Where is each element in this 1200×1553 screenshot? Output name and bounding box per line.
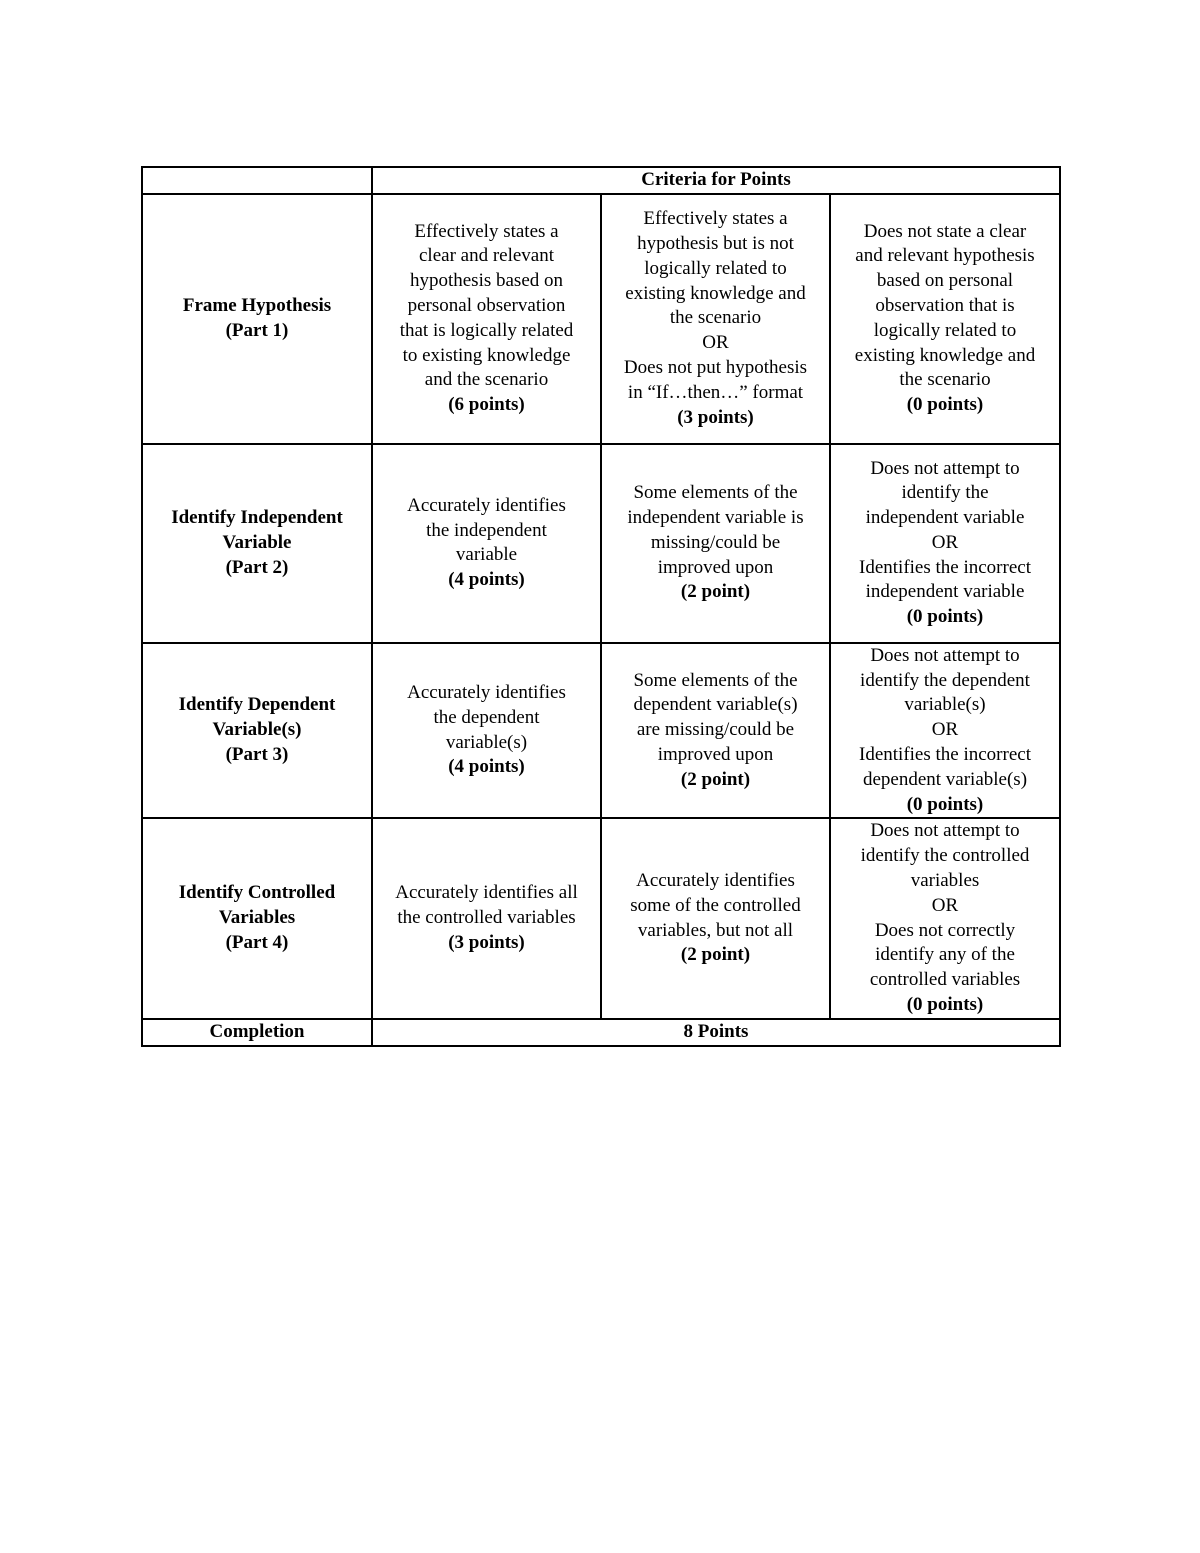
criteria-line: variables, but not all	[637, 919, 794, 941]
row-label-line: Identify Controlled	[178, 882, 336, 904]
rubric-row-controlled-variables	[142, 818, 1060, 1018]
points-label: (0 points)	[906, 793, 984, 815]
criteria-line: personal observation	[407, 295, 566, 316]
row-label-line: (Part 4)	[225, 931, 289, 953]
criteria-line: existing knowledge and	[625, 282, 806, 304]
criteria-line: improved upon	[657, 743, 774, 765]
criteria-cell-low	[830, 643, 1060, 819]
points-label: (0 points)	[906, 993, 984, 1015]
row-label-line: Variable(s)	[212, 719, 302, 741]
points-label: (3 points)	[448, 931, 525, 953]
criteria-line: Does not attempt to	[870, 820, 1020, 842]
criteria-line: independent variable	[865, 581, 1025, 603]
points-label: (0 points)	[906, 606, 984, 628]
criteria-line: identify the controlled	[860, 845, 1030, 867]
criteria-line: variables	[910, 869, 980, 891]
criteria-line: Does not correctly	[874, 919, 1016, 941]
criteria-line: to existing knowledge	[402, 344, 571, 366]
points-label: (2 point)	[680, 768, 751, 790]
criteria-line: Accurately identifies all	[395, 882, 578, 904]
criteria-line: the controlled variables	[397, 907, 576, 929]
criteria-line: Does not put hypothesis	[623, 356, 808, 378]
criteria-line: based on personal	[876, 270, 1014, 292]
criteria-cell-high	[372, 444, 601, 643]
criteria-line: independent variable	[865, 507, 1025, 529]
points-label: (4 points)	[448, 756, 525, 778]
criteria-line: Does not attempt to	[870, 457, 1020, 479]
row-label-line: Frame Hypothesis	[182, 295, 332, 316]
rubric-table	[141, 166, 1061, 1047]
criteria-line: variable(s)	[904, 694, 986, 716]
criteria-line: the independent	[426, 519, 547, 541]
points-label: (2 point)	[680, 944, 751, 966]
criteria-line: variable	[455, 544, 518, 566]
criteria-line: Accurately identifies	[407, 681, 566, 703]
criteria-line: hypothesis but is not	[637, 233, 794, 254]
row-label-line: Identify Dependent	[178, 694, 336, 716]
criteria-cell-mid	[601, 194, 830, 444]
criteria-title: Criteria for Points	[372, 167, 1060, 194]
criteria-line: Identifies the incorrect	[859, 743, 1031, 765]
criteria-line: Identifies the incorrect	[859, 556, 1031, 578]
footer-row	[142, 1019, 1060, 1046]
criteria-line: existing knowledge and	[854, 344, 1036, 366]
criteria-line: the scenario	[899, 369, 991, 391]
points-label: (4 points)	[448, 569, 525, 591]
criteria-line: logically related to	[873, 319, 1017, 341]
rubric-row-dependent-variable	[142, 643, 1060, 819]
header-blank-cell	[142, 167, 372, 194]
row-label-line: (Part 3)	[225, 743, 289, 765]
row-label-line: Identify Independent	[171, 507, 343, 529]
criteria-line: Accurately identifies	[407, 494, 566, 516]
criteria-line: the scenario	[669, 307, 762, 329]
rubric-row-frame-hypothesis	[142, 194, 1060, 444]
criteria-line: dependent variable(s)	[633, 694, 798, 716]
row-label	[142, 818, 372, 1018]
criteria-line: identify any of the	[875, 944, 1015, 966]
row-label-line: Variable	[222, 531, 292, 553]
criteria-line: improved upon	[657, 556, 774, 578]
criteria-line: OR	[702, 332, 729, 354]
criteria-line: variable(s)	[445, 731, 528, 753]
criteria-line: Some elements of the	[633, 482, 798, 504]
criteria-line: the dependent	[433, 706, 540, 728]
criteria-cell-mid	[601, 643, 830, 819]
row-label	[142, 444, 372, 643]
criteria-line: and relevant hypothesis	[855, 245, 1035, 267]
criteria-line: hypothesis based on	[409, 270, 564, 292]
points-label: (3 points)	[677, 406, 754, 428]
criteria-line: Does not state a clear	[863, 220, 1027, 242]
criteria-line: OR	[931, 894, 959, 916]
criteria-cell-high	[372, 818, 601, 1018]
completion-total: 8 Points	[372, 1019, 1060, 1046]
points-label: (2 point)	[680, 581, 751, 603]
criteria-line: Accurately identifies	[636, 869, 795, 891]
criteria-cell-low	[830, 818, 1060, 1018]
row-label-line: (Part 2)	[225, 556, 289, 578]
criteria-line: observation that is	[875, 295, 1015, 316]
criteria-line: identify the dependent	[860, 669, 1030, 691]
row-label	[142, 194, 372, 444]
row-label	[142, 643, 372, 819]
completion-label: Completion	[142, 1019, 372, 1046]
criteria-line: and the scenario	[424, 369, 549, 391]
criteria-cell-low	[830, 444, 1060, 643]
points-label: (0 points)	[906, 394, 984, 416]
points-label: (6 points)	[448, 394, 525, 416]
criteria-line: Does not attempt to	[870, 644, 1020, 666]
criteria-line: independent variable is	[627, 507, 804, 529]
criteria-line: that is logically related	[399, 319, 574, 341]
row-label-line: Variables	[218, 907, 296, 929]
row-label-line: (Part 1)	[225, 319, 289, 341]
criteria-line: controlled variables	[869, 969, 1021, 991]
rubric-row-independent-variable	[142, 444, 1060, 643]
criteria-line: some of the controlled	[630, 894, 801, 916]
criteria-line: missing/could be	[650, 531, 781, 553]
criteria-cell-mid	[601, 444, 830, 643]
criteria-line: clear and relevant	[418, 245, 555, 267]
criteria-cell-low	[830, 194, 1060, 444]
criteria-cell-mid	[601, 818, 830, 1018]
criteria-line: dependent variable(s)	[862, 768, 1028, 790]
criteria-line: OR	[931, 719, 959, 741]
criteria-line: Effectively states a	[643, 208, 788, 230]
criteria-line: logically related to	[644, 257, 787, 279]
criteria-line: in “If…then…” format	[627, 381, 804, 403]
criteria-line: Effectively states a	[414, 220, 559, 242]
criteria-line: Some elements of the	[633, 669, 798, 691]
criteria-line: identify the	[901, 482, 989, 504]
criteria-cell-high	[372, 194, 601, 444]
criteria-line: OR	[931, 531, 959, 553]
criteria-cell-high	[372, 643, 601, 819]
header-row	[142, 167, 1060, 194]
criteria-line: are missing/could be	[636, 719, 795, 741]
